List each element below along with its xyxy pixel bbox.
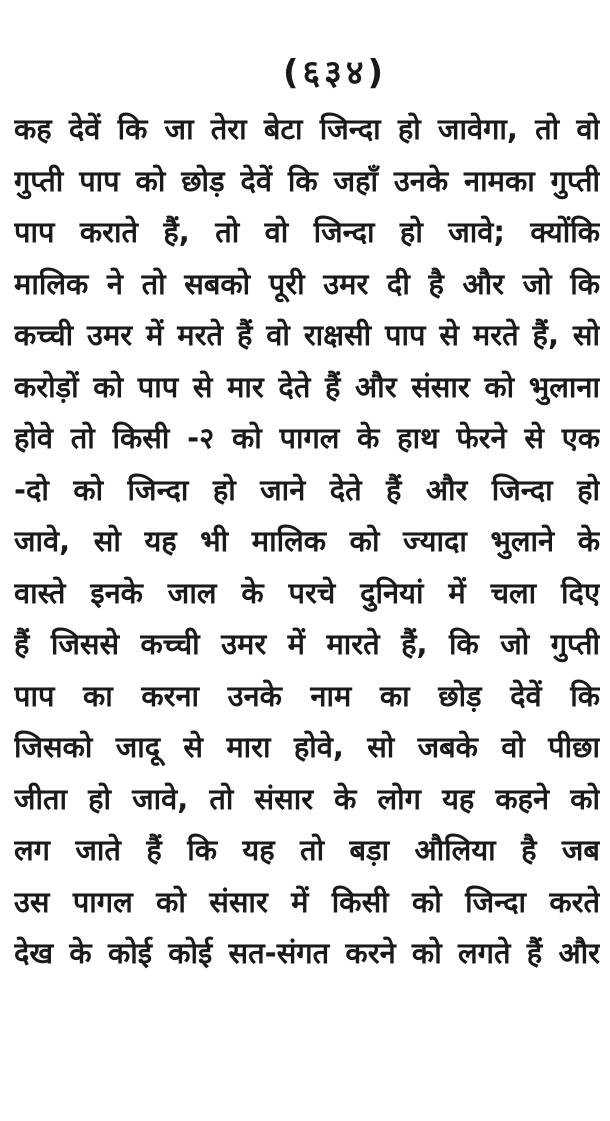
text-line: मालिक ने तो सबको पूरी उमर दी है और जो कि [14, 266, 600, 301]
text-line: कच्ची उमर में मरते हैं वो राक्षसी पाप से मरते हैं, सो [14, 318, 600, 352]
text-line: पाप का करना उनके नाम का छोड़ देवें कि [14, 678, 600, 713]
body-text [14, 104, 600, 980]
text-line: उस पागल को संसार में किसी को जिन्दा करते [14, 884, 600, 919]
text-line: -दो को जिन्दा हो जाने देते हैं और जिन्दा हो [14, 472, 600, 507]
text-line: जिसको जादू से मारा होवे, सो जबके वो पीछा [14, 730, 600, 764]
text-line: होवे तो किसी -२ को पागल के हाथ फेरने से एक [14, 421, 600, 455]
text-line: हैं जिससे कच्ची उमर में मारते हैं, कि जो गुप्ती [14, 627, 600, 661]
text-line: लग जाते हैं कि यह तो बड़ा औलिया है जब [14, 833, 600, 867]
text-line: वास्ते इनके जाल के परचे दुनियां में चला दिए [14, 575, 600, 610]
text-line: गुप्ती पाप को छोड़ देवें कि जहाँ उनके नामका गुप्ती [14, 163, 600, 198]
text-line: पाप कराते हैं, तो वो जिन्दा हो जावे; क्योंकि [14, 215, 600, 249]
text-line: कह देवें कि जा तेरा बेटा जिन्दा हो जावेगा, तो वो [14, 112, 600, 146]
text-line: जीता हो जावे, तो संसार के लोग यह कहने को [14, 781, 600, 816]
text-line: करोड़ों को पाप से मार देते हैं और संसार को भुलाना [14, 369, 600, 404]
text-line: जावे, सो यह भी मालिक को ज्यादा भुलाने के [14, 524, 600, 558]
text-line: देख के कोई कोई सत-संगत करने को लगते हैं और [14, 936, 600, 970]
page-number: (६३४) [282, 53, 388, 93]
